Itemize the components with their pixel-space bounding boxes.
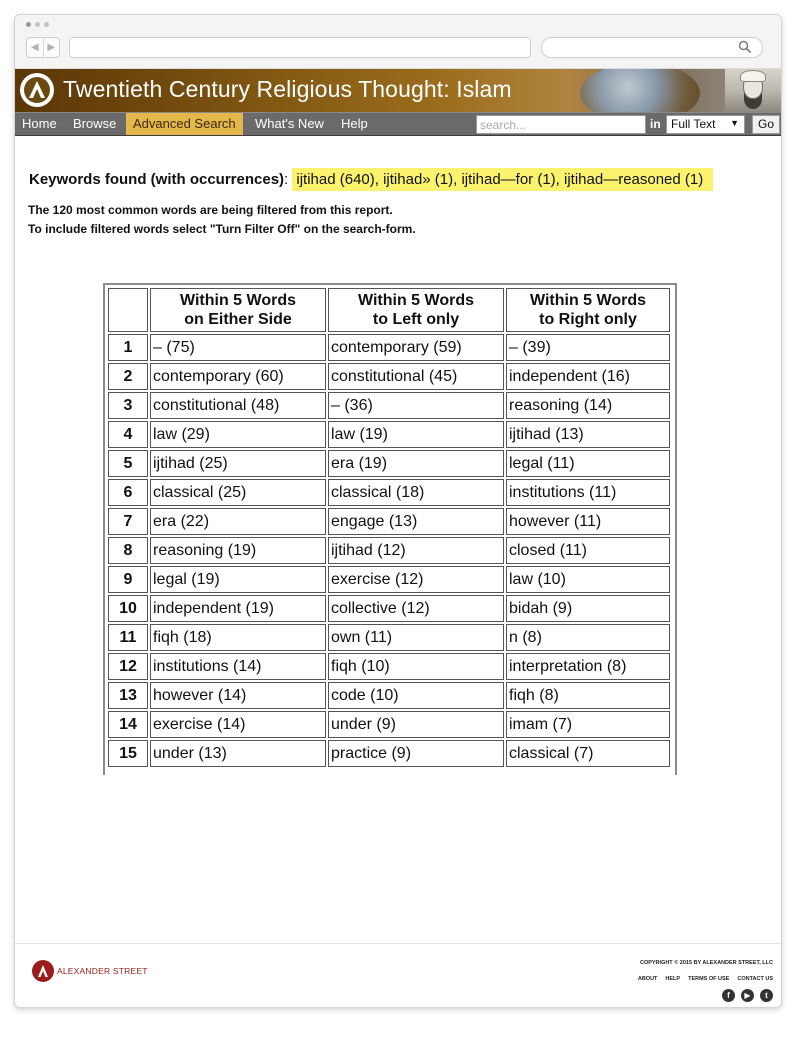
rank-cell: 13 bbox=[108, 682, 148, 709]
site-search-input[interactable]: search... bbox=[476, 115, 646, 134]
either-side-cell: era (22) bbox=[150, 508, 326, 535]
table-header-row bbox=[108, 288, 670, 332]
rank-cell: 8 bbox=[108, 537, 148, 564]
table-row bbox=[108, 740, 670, 767]
rank-cell: 2 bbox=[108, 363, 148, 390]
right-only-cell: fiqh (8) bbox=[506, 682, 670, 709]
header-rank bbox=[108, 288, 148, 332]
search-in-label: in bbox=[650, 117, 661, 131]
nav-whats-new[interactable]: What's New bbox=[255, 116, 324, 131]
facebook-icon[interactable]: f bbox=[722, 989, 735, 1002]
either-side-cell: fiqh (18) bbox=[150, 624, 326, 651]
copyright: COPYRIGHT © 2015 BY ALEXANDER STREET, LLC bbox=[639, 960, 773, 966]
table-row bbox=[108, 682, 670, 709]
rank-cell: 7 bbox=[108, 508, 148, 535]
table-row bbox=[108, 421, 670, 448]
scholar-portrait-image bbox=[725, 69, 782, 112]
header-either-side-line1: Within 5 Words bbox=[180, 292, 296, 309]
keywords-colon: : bbox=[284, 171, 289, 188]
chevron-down-icon: ▼ bbox=[730, 118, 739, 128]
left-only-cell: practice (9) bbox=[328, 740, 504, 767]
left-only-cell: ijtihad (12) bbox=[328, 537, 504, 564]
right-only-cell: ijtihad (13) bbox=[506, 421, 670, 448]
either-side-cell: ijtihad (25) bbox=[150, 450, 326, 477]
site-banner bbox=[15, 69, 782, 112]
footer-link-help[interactable]: HELP bbox=[665, 976, 681, 982]
table-row bbox=[108, 653, 670, 680]
table-row bbox=[108, 624, 670, 651]
collocation-table bbox=[106, 286, 672, 769]
right-only-cell: however (11) bbox=[506, 508, 670, 535]
search-scope-value: Full Text bbox=[671, 117, 716, 131]
rank-cell: 5 bbox=[108, 450, 148, 477]
header-left-only-line1: Within 5 Words bbox=[358, 292, 474, 309]
either-side-cell: reasoning (19) bbox=[150, 537, 326, 564]
mosque-dome-image bbox=[580, 69, 700, 112]
either-side-cell: legal (19) bbox=[150, 566, 326, 593]
keywords-found bbox=[29, 171, 713, 188]
window-dot[interactable] bbox=[44, 22, 49, 27]
right-only-cell: closed (11) bbox=[506, 537, 670, 564]
header-either-side bbox=[150, 288, 326, 332]
site-footer bbox=[15, 943, 782, 1008]
table-row bbox=[108, 334, 670, 361]
header-right-only bbox=[506, 288, 670, 332]
window-controls bbox=[26, 22, 49, 27]
either-side-cell: constitutional (48) bbox=[150, 392, 326, 419]
left-only-cell: collective (12) bbox=[328, 595, 504, 622]
logo-a-icon bbox=[35, 963, 51, 979]
left-only-cell: own (11) bbox=[328, 624, 504, 651]
window-dot[interactable] bbox=[35, 22, 40, 27]
search-scope-select[interactable] bbox=[666, 115, 745, 134]
nav-home[interactable]: Home bbox=[22, 116, 57, 131]
either-side-cell: contemporary (60) bbox=[150, 363, 326, 390]
nav-browse[interactable]: Browse bbox=[73, 116, 117, 131]
portrait-turban bbox=[740, 70, 766, 82]
table-row bbox=[108, 363, 670, 390]
footer-link-about[interactable]: ABOUT bbox=[637, 976, 658, 982]
table-row bbox=[108, 450, 670, 477]
filter-note-line1: The 120 most common words are being filtered from this report. bbox=[28, 203, 393, 217]
youtube-icon[interactable]: ▶ bbox=[741, 989, 754, 1002]
table-row bbox=[108, 479, 670, 506]
either-side-cell: independent (19) bbox=[150, 595, 326, 622]
table-row bbox=[108, 595, 670, 622]
footer-link-terms[interactable]: TERMS OF USE bbox=[688, 976, 730, 982]
rank-cell: 6 bbox=[108, 479, 148, 506]
right-only-cell: legal (11) bbox=[506, 450, 670, 477]
forward-arrow-icon[interactable]: ▶ bbox=[43, 38, 60, 57]
left-only-cell: – (36) bbox=[328, 392, 504, 419]
either-side-cell: exercise (14) bbox=[150, 711, 326, 738]
keywords-value: ijtihad (640), ijtihad» (1), ijtihad—for (1), ijtihad—reasoned (1) bbox=[292, 168, 713, 191]
left-only-cell: law (19) bbox=[328, 421, 504, 448]
table-row bbox=[108, 392, 670, 419]
browser-window bbox=[14, 14, 782, 1008]
either-side-cell: law (29) bbox=[150, 421, 326, 448]
either-side-cell: under (13) bbox=[150, 740, 326, 767]
site-title[interactable]: Twentieth Century Religious Thought: Islam bbox=[63, 76, 512, 102]
go-button[interactable]: Go bbox=[752, 115, 780, 134]
right-only-cell: reasoning (14) bbox=[506, 392, 670, 419]
right-only-cell: institutions (11) bbox=[506, 479, 670, 506]
history-buttons bbox=[26, 37, 60, 58]
alexander-street-logo-icon[interactable] bbox=[20, 73, 54, 107]
either-side-cell: institutions (14) bbox=[150, 653, 326, 680]
address-bar[interactable] bbox=[69, 37, 531, 58]
twitter-icon[interactable]: t bbox=[760, 989, 773, 1002]
header-right-only-line1: Within 5 Words bbox=[530, 292, 646, 309]
left-only-cell: constitutional (45) bbox=[328, 363, 504, 390]
rank-cell: 15 bbox=[108, 740, 148, 767]
either-side-cell: classical (25) bbox=[150, 479, 326, 506]
rank-cell: 4 bbox=[108, 421, 148, 448]
left-only-cell: contemporary (59) bbox=[328, 334, 504, 361]
window-dot[interactable] bbox=[26, 22, 31, 27]
header-left-only bbox=[328, 288, 504, 332]
right-only-cell: independent (16) bbox=[506, 363, 670, 390]
nav-help[interactable]: Help bbox=[341, 116, 368, 131]
rank-cell: 12 bbox=[108, 653, 148, 680]
table-row bbox=[108, 711, 670, 738]
left-only-cell: fiqh (10) bbox=[328, 653, 504, 680]
social-links bbox=[722, 989, 773, 1002]
rank-cell: 9 bbox=[108, 566, 148, 593]
filter-note-line2: To include filtered words select "Turn Filter Off" on the search-form. bbox=[28, 222, 416, 236]
left-only-cell: engage (13) bbox=[328, 508, 504, 535]
left-only-cell: code (10) bbox=[328, 682, 504, 709]
footer-links bbox=[638, 976, 773, 982]
browser-chrome bbox=[15, 15, 781, 69]
either-side-cell: – (75) bbox=[150, 334, 326, 361]
header-either-side-line2: on Either Side bbox=[184, 311, 292, 328]
left-only-cell: classical (18) bbox=[328, 479, 504, 506]
either-side-cell: however (14) bbox=[150, 682, 326, 709]
browser-search-bar[interactable] bbox=[541, 37, 763, 58]
table-row bbox=[108, 537, 670, 564]
left-only-cell: exercise (12) bbox=[328, 566, 504, 593]
right-only-cell: bidah (9) bbox=[506, 595, 670, 622]
left-only-cell: under (9) bbox=[328, 711, 504, 738]
collocation-table-frame bbox=[103, 283, 677, 775]
right-only-cell: classical (7) bbox=[506, 740, 670, 767]
nav-advanced-search[interactable]: Advanced Search bbox=[126, 113, 243, 135]
right-only-cell: imam (7) bbox=[506, 711, 670, 738]
footer-brand[interactable] bbox=[32, 960, 148, 982]
right-only-cell: – (39) bbox=[506, 334, 670, 361]
rank-cell: 3 bbox=[108, 392, 148, 419]
header-left-only-line2: to Left only bbox=[372, 311, 460, 328]
alexander-street-logo-icon bbox=[32, 960, 54, 982]
right-only-cell: law (10) bbox=[506, 566, 670, 593]
right-only-cell: n (8) bbox=[506, 624, 670, 651]
search-icon bbox=[738, 40, 752, 54]
table-row bbox=[108, 508, 670, 535]
right-only-cell: interpretation (8) bbox=[506, 653, 670, 680]
keywords-label: Keywords found (with occurrences) bbox=[29, 171, 285, 188]
rank-cell: 1 bbox=[108, 334, 148, 361]
left-only-cell: era (19) bbox=[328, 450, 504, 477]
rank-cell: 10 bbox=[108, 595, 148, 622]
rank-cell: 14 bbox=[108, 711, 148, 738]
rank-cell: 11 bbox=[108, 624, 148, 651]
logo-mark-icon bbox=[23, 76, 51, 104]
main-nav bbox=[15, 112, 782, 136]
footer-link-contact[interactable]: CONTACT US bbox=[737, 976, 773, 982]
header-right-only-line2: to Right only bbox=[539, 311, 637, 328]
back-arrow-icon[interactable]: ◀ bbox=[30, 42, 39, 53]
footer-brand-name: ALEXANDER STREET bbox=[57, 966, 148, 976]
table-row bbox=[108, 566, 670, 593]
filter-note bbox=[28, 201, 416, 239]
